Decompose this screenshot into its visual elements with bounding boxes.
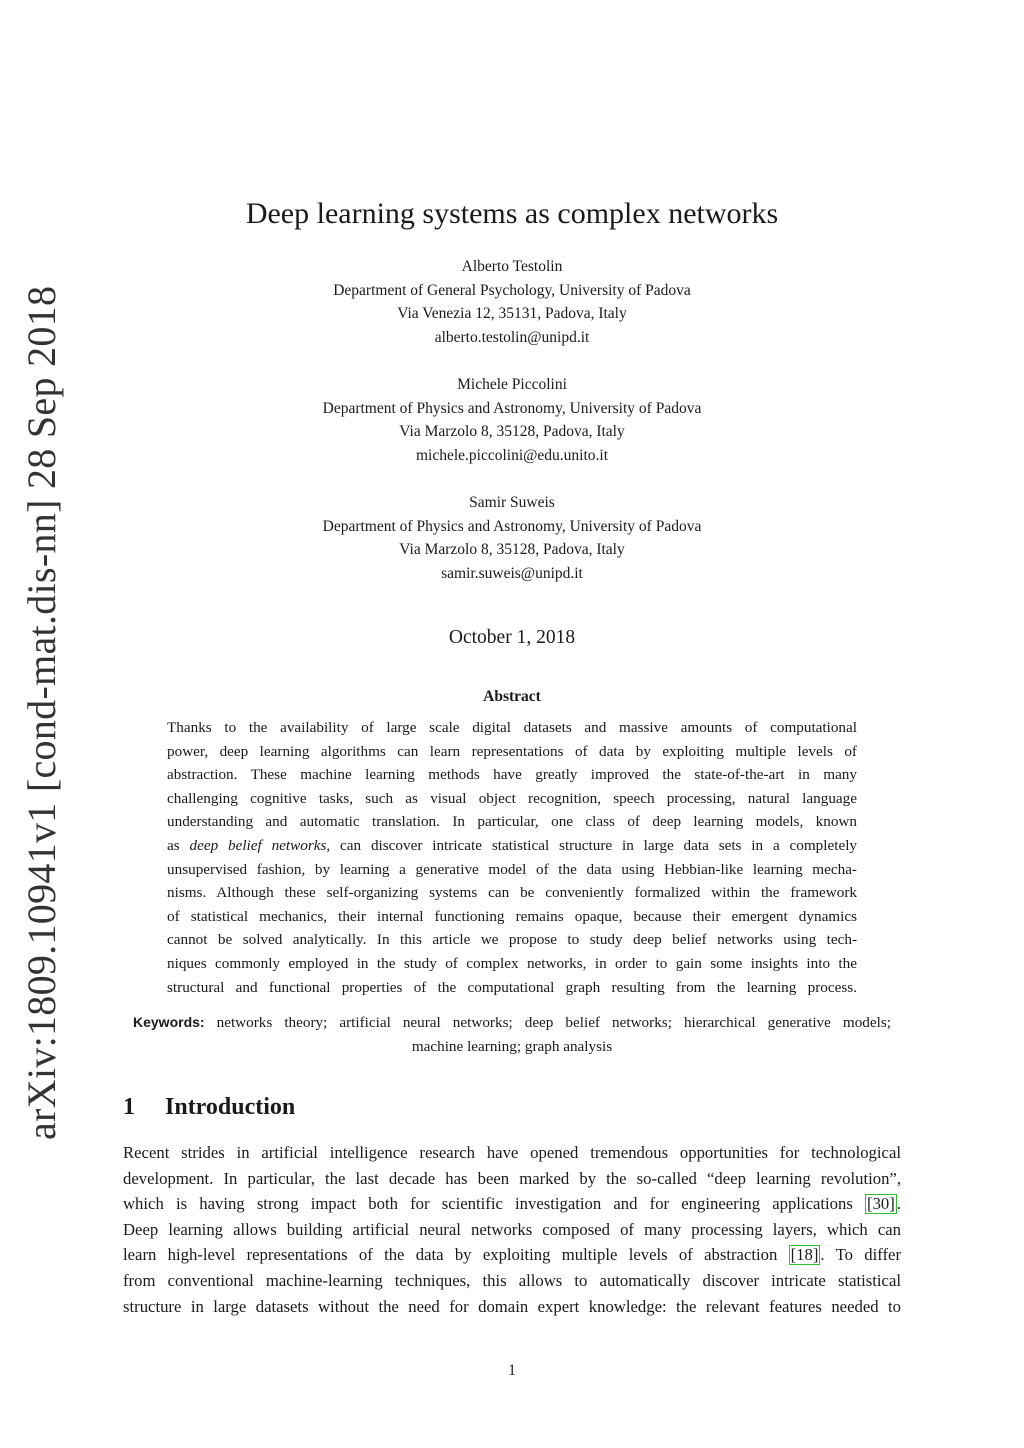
- page-number: 1: [508, 1362, 516, 1379]
- abstract-line: abstraction. These machine learning methods have greatly improved the state-of-the-art in many: [167, 766, 857, 784]
- intro-line: [123, 1242, 901, 1268]
- author-block: [0, 491, 1024, 585]
- arxiv-side-identifier: arXiv:1809.10941v1 [cond-mat.dis-nn] 28 Sep 2018: [19, 285, 64, 1140]
- author-address: Via Venezia 12, 35131, Padova, Italy: [397, 305, 627, 323]
- author-address: Via Marzolo 8, 35128, Padova, Italy: [399, 541, 625, 559]
- abstract-line: unsupervised fashion, by learning a generative model of the data using Hebbian-like learning mecha-: [167, 860, 857, 878]
- intro-line: development. In particular, the last decade has been marked by the so-called “deep learning revolution”,: [123, 1168, 901, 1188]
- author-department: Department of Physics and Astronomy, University of Padova: [322, 399, 702, 417]
- section-heading: [123, 1090, 295, 1124]
- intro-line: Deep learning allows building artificial neural networks composed of many processing layers, which can: [123, 1219, 901, 1239]
- author-address: Via Marzolo 8, 35128, Padova, Italy: [399, 423, 625, 441]
- publication-date: October 1, 2018: [448, 627, 576, 648]
- author-name: Samir Suweis: [469, 494, 555, 511]
- keywords-text: networks theory; artificial neural networks; deep belief networks; hierarchical generative models;: [216, 1014, 891, 1031]
- paper-title: Deep learning systems as complex networks: [245, 197, 779, 230]
- author-email[interactable]: michele.piccolini@edu.unito.it: [415, 446, 609, 464]
- author-name: Alberto Testolin: [461, 258, 563, 275]
- abstract-line: niques commonly employed in the study of complex networks, in order to gain some insights into the: [167, 954, 857, 972]
- abstract-text: , can discover intricate statistical structure in large data sets in a completely: [326, 836, 858, 854]
- abstract-line: power, deep learning algorithms can learn representations of data by exploiting multiple levels of: [167, 742, 857, 760]
- intro-line: from conventional machine-learning techniques, this allows to automatically discover intricate statistical: [123, 1270, 901, 1290]
- abstract-line: nisms. Although these self-organizing systems can be conveniently formalized within the framework: [167, 884, 857, 902]
- citation-link[interactable]: [18]: [790, 1245, 819, 1265]
- abstract-emphasis: deep belief networks: [189, 836, 327, 854]
- intro-line: Recent strides in artificial intelligence research have opened tremendous opportunities for technological: [123, 1143, 901, 1162]
- abstract-line: structural and functional properties of the computational graph resulting from the learning process.: [167, 978, 857, 996]
- abstract-line: Thanks to the availability of large scale digital datasets and massive amounts of computational: [167, 719, 857, 736]
- author-department: Department of Physics and Astronomy, University of Padova: [322, 517, 702, 535]
- intro-line: [123, 1191, 901, 1217]
- keywords-label: Keywords:: [133, 1014, 205, 1030]
- keywords-block: [133, 1011, 891, 1058]
- abstract-line: understanding and automatic translation. In particular, one class of deep learning models, known: [167, 813, 857, 831]
- author-block: [0, 255, 1024, 349]
- keywords-line: machine learning; graph analysis: [411, 1037, 613, 1055]
- citation-link[interactable]: [30]: [867, 1194, 895, 1214]
- abstract-line: challenging cognitive tasks, such as visual object recognition, speech processing, natural language: [167, 789, 857, 807]
- author-email[interactable]: samir.suweis@unipd.it: [441, 564, 583, 582]
- abstract-line: of statistical mechanics, their internal functioning remains opaque, because their emergent dynamics: [167, 907, 857, 925]
- keywords-line: [133, 1011, 891, 1035]
- intro-text: .: [896, 1194, 901, 1214]
- author-block: [0, 373, 1024, 467]
- author-name: Michele Piccolini: [457, 376, 567, 393]
- section-title: Introduction: [165, 1094, 296, 1120]
- intro-line: structure in large datasets without the need for domain expert knowledge: the relevant features needed to: [123, 1296, 901, 1316]
- abstract-heading: Abstract: [483, 688, 541, 705]
- author-email[interactable]: alberto.testolin@unipd.it: [434, 328, 590, 346]
- abstract-line: cannot be solved analytically. In this article we propose to study deep belief networks using tech-: [167, 931, 857, 949]
- abstract-text: as: [167, 836, 180, 854]
- intro-text: . To differ: [820, 1245, 901, 1265]
- abstract-line: [167, 834, 857, 858]
- section-number: 1: [123, 1094, 135, 1120]
- intro-text: which is having strong impact both for scientific investigation and for engineering applications: [123, 1194, 866, 1214]
- intro-text: learn high-level representations of the data by exploiting multiple levels of abstraction: [123, 1245, 789, 1265]
- intro-paragraph: [123, 1140, 901, 1319]
- abstract-body: [167, 716, 857, 999]
- author-department: Department of General Psychology, University of Padova: [333, 281, 691, 299]
